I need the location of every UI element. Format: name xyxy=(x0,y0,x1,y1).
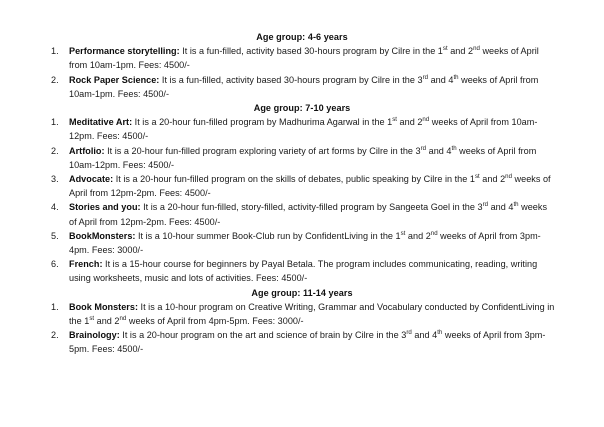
program-description-part-1: It is a fun-filled, activity based 30-hours program by Cilre in the 1 xyxy=(179,46,443,57)
ordinal-suffix-first: rd xyxy=(406,329,412,337)
age-group-section xyxy=(48,286,556,357)
program-description-part-1: It is a 20-hour fun-filled program on the skills of debates, public speaking by Cilre in the 1 xyxy=(113,174,475,185)
ordinal-suffix-second: th xyxy=(437,329,443,337)
ordinal-suffix-first: rd xyxy=(420,144,427,152)
program-list-item xyxy=(48,257,556,285)
program-title: BookMonsters: xyxy=(69,230,136,241)
program-description-part-2: and 4 xyxy=(488,202,514,213)
program-description-part-1: It is a 20-hour program on the art and science of brain by Cilre in the 3 xyxy=(119,330,407,341)
program-list-item xyxy=(48,200,556,228)
ordinal-suffix-first: st xyxy=(442,45,448,53)
program-description-part-3: weeks of April from 10am-12pm. Fees: 4500/- xyxy=(69,145,537,170)
program-description-part-1: It is a 10-hour program on Creative Writing, Grammar and Vocabulary conducted by ConfidentLiving in the 1 xyxy=(69,301,555,327)
ordinal-suffix-first: rd xyxy=(422,73,429,81)
program-description-part-3: weeks of April from 4pm-5pm. Fees: 3000/- xyxy=(126,316,304,327)
program-title: Stories and you: xyxy=(69,202,141,213)
program-title: Brainology: xyxy=(69,330,120,341)
age-group-section xyxy=(48,30,556,101)
program-description-part-2: and 4 xyxy=(411,330,438,341)
program-list-item xyxy=(48,229,556,257)
program-list-item xyxy=(48,172,556,200)
program-description-part-2: and 2 xyxy=(479,174,506,185)
program-list-item xyxy=(48,300,556,328)
program-description-part-3: weeks of April from 10am-1pm. Fees: 4500/- xyxy=(69,74,539,99)
section-heading: Age group: 4-6 years xyxy=(256,32,348,42)
program-description-part-3: weeks of April from 12pm-2pm. Fees: 4500/- xyxy=(69,202,548,227)
program-list-item xyxy=(48,328,556,356)
program-title: French: xyxy=(69,259,103,270)
program-title: Meditative Art: xyxy=(69,117,133,128)
program-title: Book Monsters: xyxy=(69,301,138,312)
ordinal-suffix-first: st xyxy=(474,173,480,180)
ordinal-suffix-first: st xyxy=(89,315,95,323)
program-description-part-1: It is a 20-hour fun-filled program by Madhurima Agarwal in the 1 xyxy=(132,117,393,128)
program-title: Rock Paper Science: xyxy=(69,74,160,85)
program-description-part-1: It is a 15-hour course for beginners by Payal Betala. The program includes communicating, reading, writing using worksheets, music and lots of activities. Fees: 4500/- xyxy=(69,259,538,284)
ordinal-suffix-first: rd xyxy=(482,201,489,209)
program-description-part-1: It is a fun-filled, activity based 30-hours program by Cilre in the 3 xyxy=(159,74,423,85)
program-list-item xyxy=(48,73,556,101)
program-description-part-2: and 2 xyxy=(94,316,120,327)
program-description-part-3: weeks of April from 12pm-2pm. Fees: 4500/- xyxy=(69,174,551,199)
ordinal-suffix-first: st xyxy=(400,229,406,237)
program-list-item xyxy=(48,44,556,72)
program-description-part-1: It is a 20-hour fun-filled, story-filled, activity-filled program by Sangeeta Goel in the 3 xyxy=(140,202,483,213)
ordinal-suffix-second: nd xyxy=(422,116,430,124)
age-group-section xyxy=(48,101,556,286)
program-list xyxy=(48,44,556,101)
ordinal-suffix-second: th xyxy=(451,144,457,152)
program-title: Advocate: xyxy=(69,174,114,185)
program-title: Performance storytelling: xyxy=(69,46,180,57)
program-description-part-3: weeks of April from 10am-12pm. Fees: 4500/- xyxy=(69,117,538,142)
program-list xyxy=(48,300,556,357)
program-description-part-2: and 4 xyxy=(428,74,454,85)
program-description-part-1: It is a 20-hour fun-filled program exploring variety of art forms by Cilre in the 3 xyxy=(104,145,421,156)
ordinal-suffix-first: st xyxy=(392,116,397,124)
program-description-part-3: weeks of April from 10am-1pm. Fees: 4500/- xyxy=(69,46,539,71)
program-description-part-2: and 2 xyxy=(405,230,431,241)
program-description-part-2: and 2 xyxy=(447,46,474,57)
sections-container xyxy=(48,30,556,357)
program-description-part-3: weeks of April from 3pm-5pm. Fees: 4500/- xyxy=(69,330,546,355)
program-list-item xyxy=(48,115,556,143)
program-list xyxy=(48,115,556,285)
ordinal-suffix-second: nd xyxy=(119,315,127,323)
program-list-item xyxy=(48,144,556,172)
ordinal-suffix-second: th xyxy=(453,73,459,81)
program-title: Artfolio: xyxy=(69,145,105,156)
ordinal-suffix-second: th xyxy=(513,201,519,209)
program-description-part-3: weeks of April from 3pm-4pm. Fees: 3000/- xyxy=(69,230,541,256)
ordinal-suffix-second: nd xyxy=(473,45,480,53)
program-description-part-1: It is a 10-hour summer Book-Club run by ConfidentLiving in the 1 xyxy=(135,230,401,241)
program-description-part-2: and 2 xyxy=(397,117,423,128)
program-description-part-2: and 4 xyxy=(426,145,452,156)
section-heading: Age group: 11-14 years xyxy=(251,287,353,298)
ordinal-suffix-second: nd xyxy=(430,229,438,237)
section-heading: Age group: 7-10 years xyxy=(253,103,351,114)
ordinal-suffix-second: nd xyxy=(505,173,512,180)
